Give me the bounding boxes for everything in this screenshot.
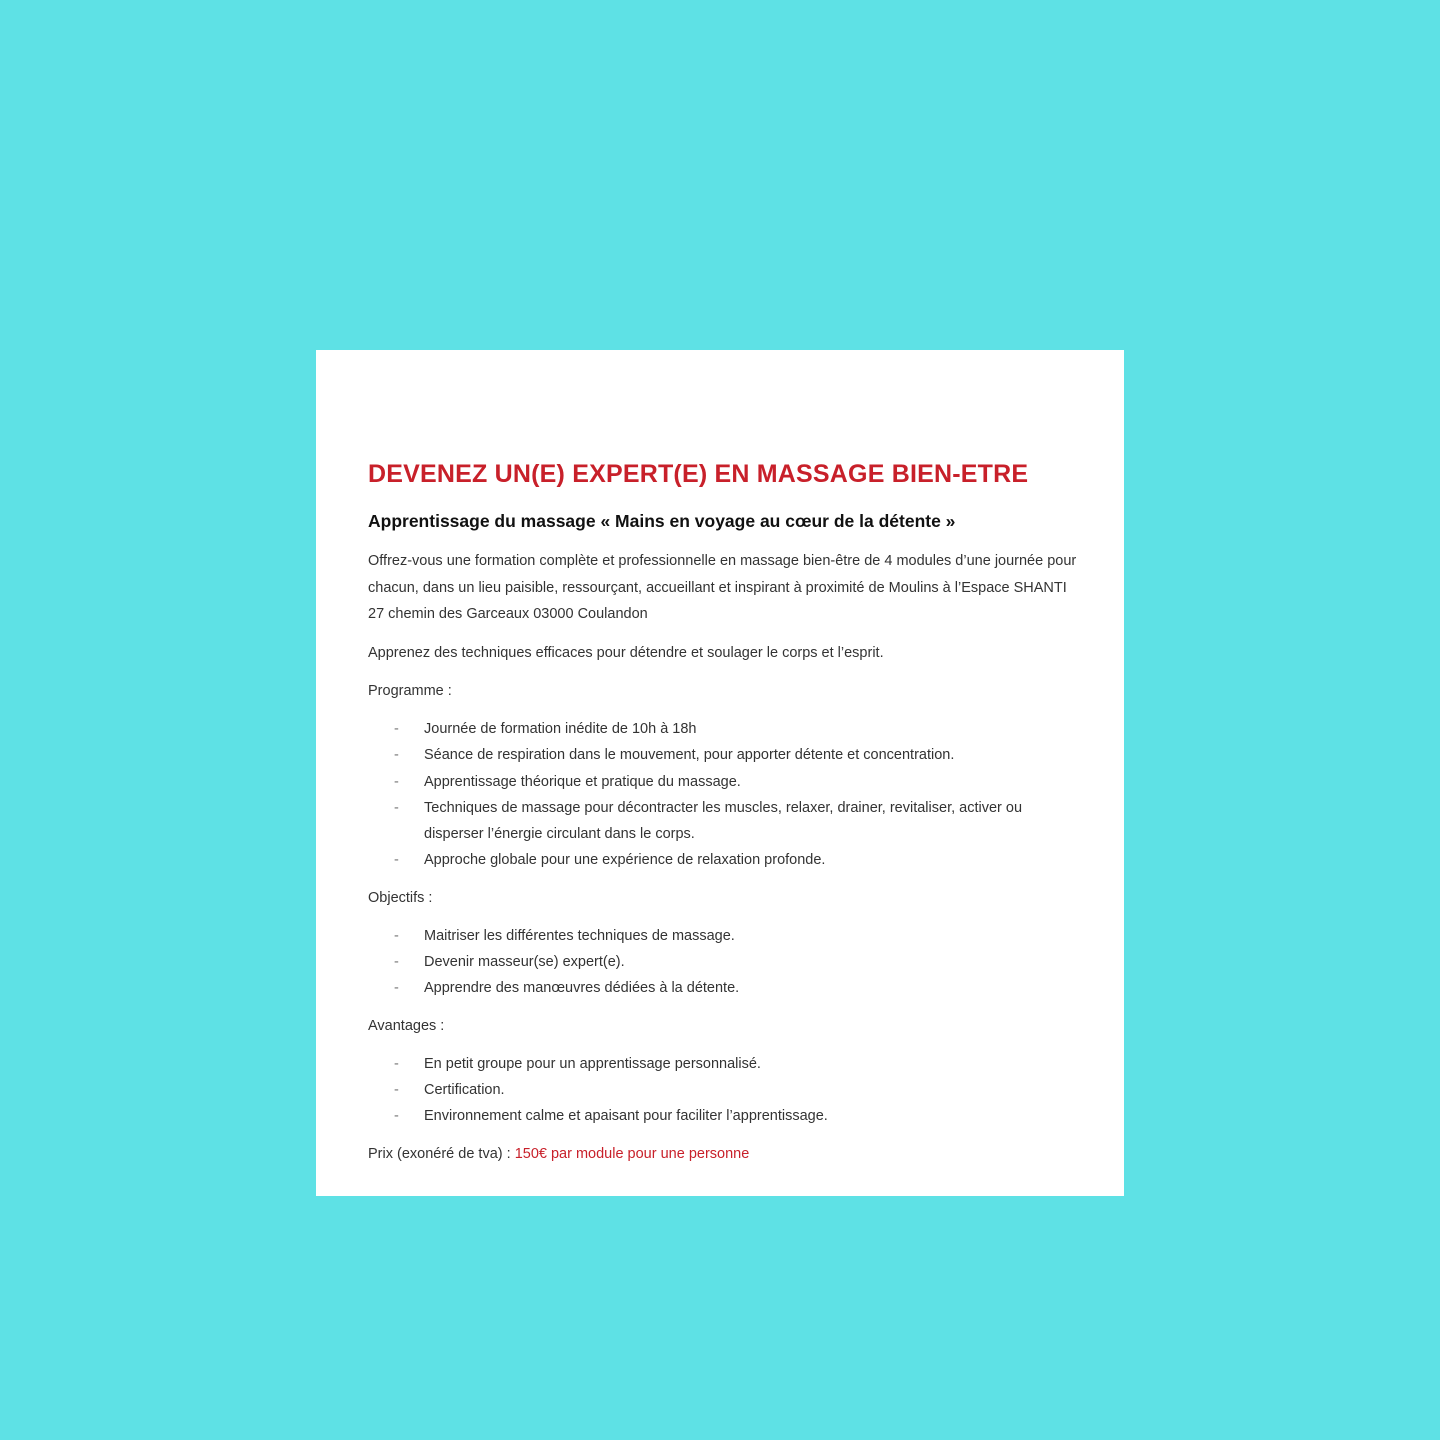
list-item [368,923,1084,949]
avantages-label: Avantages : [368,1017,445,1034]
list-item-text: Journée de formation inédite de 10h à 18h [424,721,697,737]
list-item [368,742,1084,768]
list-item-text: Certification. [424,1081,505,1098]
programme-list [368,716,1084,874]
intro-paragraph-2: Apprenez des techniques efficaces pour détendre et soulager le corps et l’esprit. [368,644,884,661]
intro-paragraph: Offrez-vous une formation complète et professionnelle en massage bien-être de 4 modules d’une journée pour chacun, dans un lieu paisible, ressourçant, accueillant et inspirant à proximité de Moulins à l’Espace SHANTI 27 chemin des Garceaux 03000 Coulandon [368,553,1077,622]
list-item [368,1103,1084,1129]
price-value: 150€ par module pour une personne [514,1145,750,1162]
list-item [368,769,1084,795]
list-item-text: Techniques de massage pour décontracter les muscles, relaxer, drainer, revitaliser, activer ou disperser l’énergie circulant dans le corps. [424,799,1023,843]
list-item [368,949,1084,975]
list-item-text: Apprendre des manœuvres dédiées à la détente. [424,980,740,997]
bullet-dash: - [394,852,399,869]
list-item [368,975,1084,1001]
list-item-text: Séance de respiration dans le mouvement, pour apporter détente et concentration. [424,747,955,764]
bullet-dash: - [394,980,399,997]
objectifs-list [368,923,1084,1002]
document-page [316,350,1124,1196]
price-label: Prix (exonéré de tva) : [368,1145,511,1162]
bullet-dash: - [394,773,399,790]
list-item-text: Maitriser les différentes techniques de massage. [424,927,735,944]
bullet-dash: - [394,1108,399,1125]
list-item [368,795,1084,848]
document-title: DEVENEZ UN(E) EXPERT(E) EN MASSAGE BIEN-ETRE [368,460,1029,488]
objectifs-label: Objectifs : [368,889,433,906]
bullet-dash: - [394,747,399,764]
avantages-list [368,1051,1084,1130]
bullet-dash: - [394,721,399,737]
list-item [368,1077,1084,1103]
bullet-dash: - [394,799,399,816]
price-line [368,1141,1084,1167]
list-item [368,847,1084,873]
list-item-text: Devenir masseur(se) expert(e). [424,954,625,971]
programme-label: Programme : [368,683,452,699]
list-item-text: En petit groupe pour un apprentissage personnalisé. [424,1055,761,1072]
list-item-text: Apprentissage théorique et pratique du massage. [424,773,741,790]
bullet-dash: - [394,1081,399,1098]
list-item [368,716,1084,742]
list-item [368,1051,1084,1077]
document-subtitle: Apprentissage du massage « Mains en voyage au cœur de la détente » [368,511,956,531]
list-item-text: Approche globale pour une expérience de relaxation profonde. [424,852,826,869]
bullet-dash: - [394,927,399,944]
bullet-dash: - [394,954,399,971]
bullet-dash: - [394,1055,399,1072]
list-item-text: Environnement calme et apaisant pour faciliter l’apprentissage. [424,1108,828,1125]
